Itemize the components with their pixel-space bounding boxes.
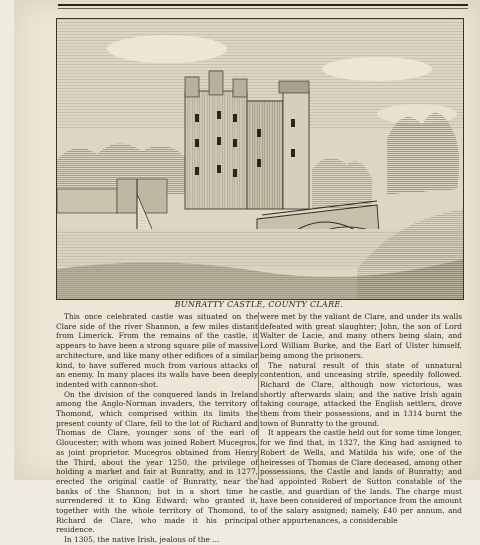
text-column-right [260, 312, 462, 525]
header-rule-thin [58, 8, 468, 9]
paragraph: In 1305, the native Irish, jealous of the ... [64, 535, 220, 545]
paragraph: On the division of the conquered lands in Ireland among the Anglo-Norman invaders, the territory of Thomond, which comprised within its limits the present county of Clare, fell to the lot of Richard and Thomas de Clare, younger sons of the earl of Gloucester; with whom was joined Robert Mucegros, as joint proprietor. Mucegros obtained from Henry the Third, about the year 1250, the privilege of holding a market and fair at Bunratty, and in 1277, erected the original castle of Bunratty, near the banks of the Shannon; but in a short time he surrendered it to King Edward; who granted it, together with the whole territory of Thomond, to Richard de Clare, who made it his principal residence. [56, 389, 258, 535]
engraving-caption: BUNRATTY CASTLE, COUNTY CLARE. [174, 300, 344, 309]
column-divider [258, 312, 259, 480]
text-column-left [56, 312, 258, 545]
header-rule [58, 4, 468, 6]
paragraph: This once celebrated castle was situated on the Clare side of the river Shannon, a few miles distant from Limerick. From the remains of the castle, it appears to have been a strong square pile of massive architecture, and like many other edifices of a similar kind, to have suffered much from various attacks of an enemy. In many places its walls have been deeply indented with cannon-shot. [56, 312, 258, 389]
paragraph: It appears the castle held out for some time longer, for we find that, in 1327, the King had assigned to Robert de Wells, and Matilda his wife, one of the heiresses of Thomas de Clare deceased, among other possessions, the Castle and lands of Bunratty; and had appointed Robert de Sutton constable of the castle, and guardian of the lands. The charge must have been considered of importance from the amount of the salary assigned; namely, £40 per annum, and other appurtenances, a considerable [260, 428, 462, 525]
paragraph: The natural result of this state of unnatural contention, and unceasing strife, speedily followed. Richard de Clare, although now victorious, was shortly afterwards slain; and the native Irish again taking courage, attacked the English settlers, drove them from their possessions, and in 1314 burnt the town of Bunratty to the ground. [260, 360, 462, 428]
castle-engraving [56, 18, 464, 300]
paragraph: were met by the valiant de Clare, and under its walls defeated with great slaughter; John, the son of Lord Walter de Lacie, and many others being slain, and Lord William Burke, and the Earl of Ulster himself, being among the prisoners. [260, 312, 462, 360]
